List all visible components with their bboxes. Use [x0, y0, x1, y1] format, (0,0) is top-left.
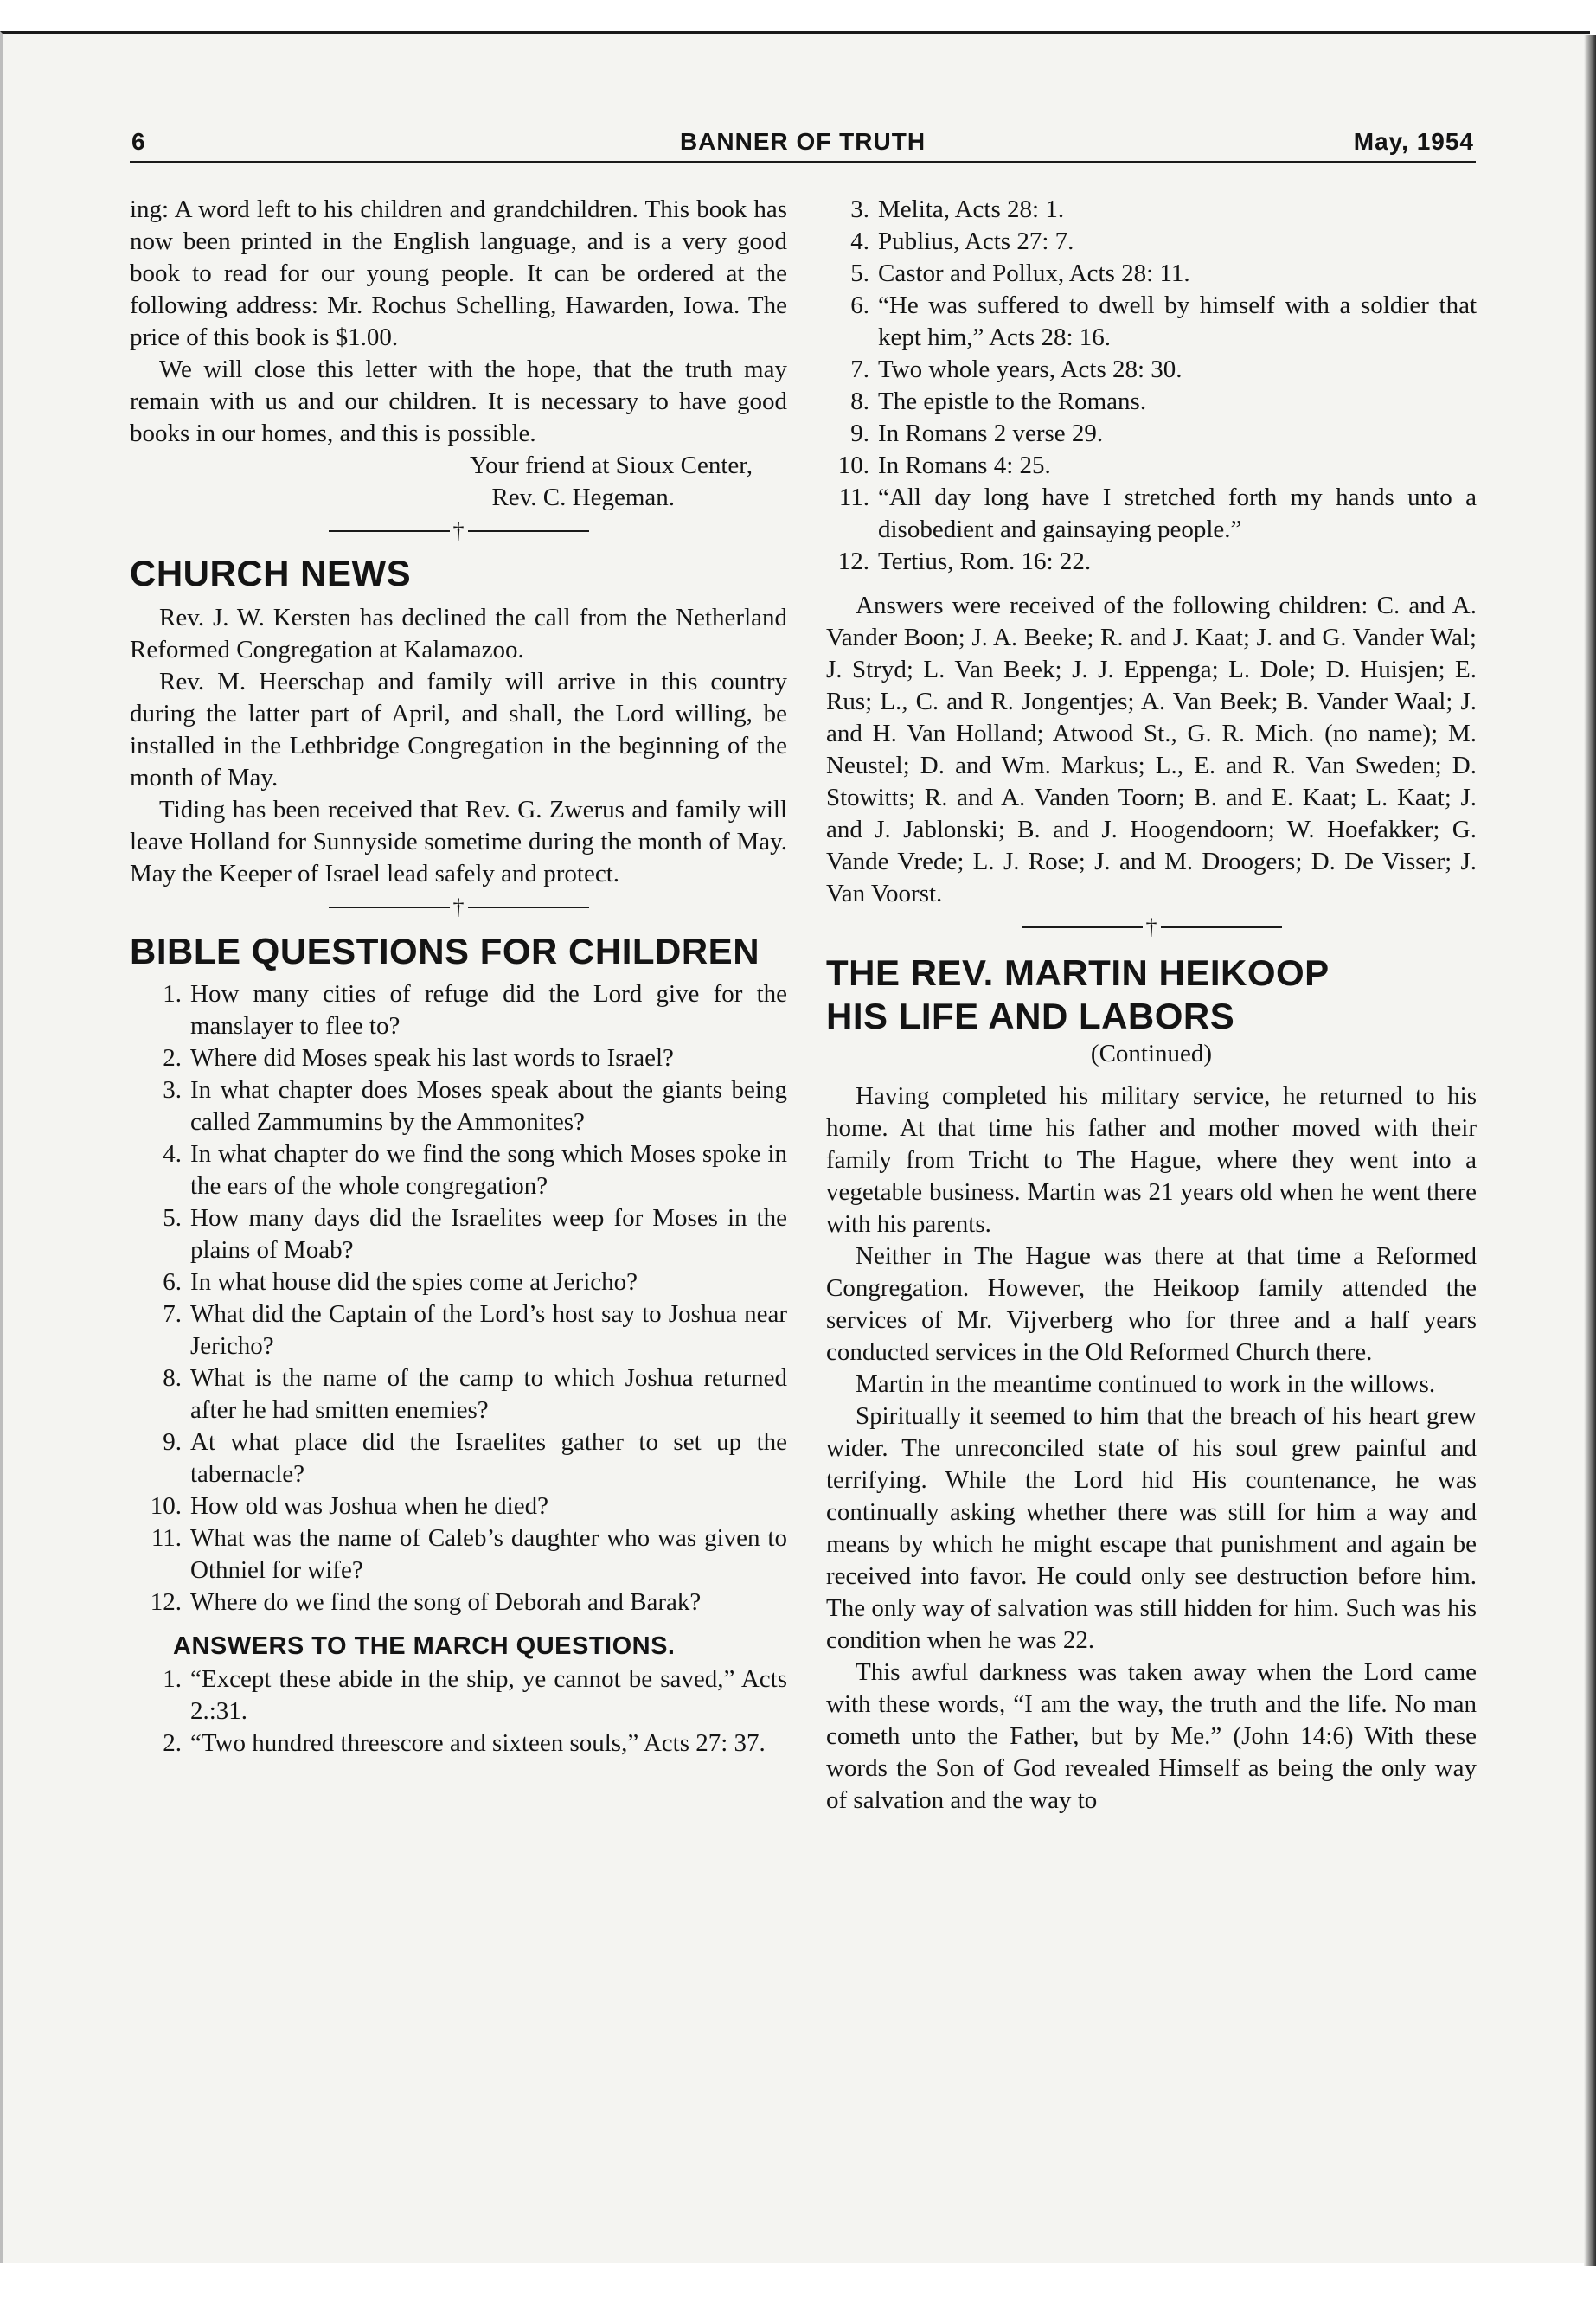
list-item: 9. At what place did the Israelites gather to set up the tabernacle?: [163, 1428, 787, 1488]
news-paragraph: Rev. J. W. Kersten has declined the call from the Netherland Reformed Congregation at Kalamazoo.: [130, 604, 787, 663]
publication-title: BANNER OF TRUTH: [679, 128, 926, 155]
answers-heading: ANSWERS TO THE MARCH QUESTIONS.: [173, 1632, 676, 1660]
article-paragraph: Martin in the meantime continued to work in the willows.: [856, 1370, 1436, 1398]
answers-received-paragraph: Answers were received of the following children: C. and A. Vander Boon; J. A. Beeke; R. and J. Kaat; J. and G. Vander Wal; J. Stryd; L. Van Beek; J. J. Eppenga; L. Dole; D. Huisjen; E. Rus; L., C. and R. Jongentjes; A. Van Beek; B. Vander Waal; J. and H. Van Holland; Atwood St., G. R. Mich. (no name); M. Neustel; D. and Wm. Markus; L., E. and R. Van Sweden; D. Stowitts; R. and A. Vanden Toorn; B. and E. Kaat; L. Kaat; J. and J. Jablonski; B. and J. Hoogendoorn; W. Hoefakker; G. Vande Vrede; L. J. Rose; J. and M. Droogers; D. De Visser; J. Van Voorst.: [826, 592, 1477, 907]
article-paragraph: Spiritually it seemed to him that the breach of his heart grew wider. The unreconciled state of his soul grew painful and terrifying. While the Lord hid His countenance, he was continually asking whether there was still for him a way and means by which he might escape that punishment and again be received into favor. He could only see destruction before him. The only way of salvation was still hidden for him. Such was his condition when he was 22.: [826, 1402, 1477, 1654]
list-item: 12. Where do we find the song of Deborah and Barak?: [150, 1588, 702, 1616]
article-paragraph: Neither in The Hague was there at that time a Reformed Congregation. However, the Heikoop family attended the services of Mr. Vijverberg who for three and a half years conducted services in the Old Reformed Church there.: [826, 1242, 1477, 1366]
section-separator: †: [826, 910, 1477, 945]
list-item: 7. What did the Captain of the Lord’s host say to Joshua near Jericho?: [163, 1300, 787, 1360]
continued-note: (Continued): [1090, 1040, 1213, 1067]
letter-signature: Rev. C. Hegeman.: [491, 484, 675, 511]
running-header: [130, 126, 1476, 163]
list-item: 9. In Romans 2 verse 29.: [850, 420, 1104, 447]
list-item: 4. In what chapter do we find the song which Moses spoke in the ears of the whole congregation?: [163, 1140, 787, 1200]
list-item: 1. How many cities of refuge did the Lord give for the manslayer to flee to?: [163, 980, 787, 1040]
answers-list-part2: [826, 194, 1477, 578]
answers-list-part1: [130, 1663, 787, 1759]
list-item: 8. The epistle to the Romans.: [850, 388, 1147, 415]
bible-questions-heading: BIBLE QUESTIONS FOR CHILDREN: [130, 931, 760, 971]
list-item: 6. “He was suffered to dwell by himself with a soldier that kept him,” Acts 28: 16.: [850, 292, 1477, 351]
list-item: 3. Melita, Acts 28: 1.: [850, 195, 1065, 223]
news-paragraph: Rev. M. Heerschap and family will arrive in this country during the latter part of April, and shall, the Lord willing, be installed in the Lethbridge Congregation in the beginning of the month of May.: [130, 668, 787, 792]
letter-paragraph: ing: A word left to his children and grandchildren. This book has now been printed in the English language, and is a very good book to read for our young people. It can be ordered at the following address: Mr. Rochus Schelling, Hawarden, Iowa. The price of this book is $1.00.: [130, 195, 787, 351]
list-item: 6. In what house did the spies come at Jericho?: [163, 1268, 638, 1296]
list-item: 10. How old was Joshua when he died?: [150, 1492, 548, 1520]
list-item: 12. Tertius, Rom. 16: 22.: [837, 548, 1092, 575]
list-item: 3. In what chapter does Moses speak about the giants being called Zammumins by the Ammonites?: [163, 1076, 787, 1136]
list-item: 11. What was the name of Caleb’s daughter who was given to Othniel for wife?: [151, 1524, 787, 1584]
list-item: 5. Castor and Pollux, Acts 28: 11.: [850, 260, 1190, 287]
section-separator: †: [130, 890, 787, 925]
issue-date: May, 1954: [1353, 128, 1474, 155]
list-item: 1. “Except these abide in the ship, ye cannot be saved,” Acts 2.:31.: [163, 1665, 787, 1725]
page-edge-shadow: [1584, 35, 1596, 2266]
page-number: 6: [131, 128, 146, 155]
news-paragraph: Tiding has been received that Rev. G. Zwerus and family will leave Holland for Sunnyside sometime during the month of May. May the Keeper of Israel lead safely and protect.: [130, 796, 787, 888]
list-item: 2. Where did Moses speak his last words to Israel?: [163, 1044, 674, 1072]
letter-signoff: Your friend at Sioux Center,: [470, 452, 753, 479]
church-news-heading: CHURCH NEWS: [130, 553, 412, 593]
article-title-line2: HIS LIFE AND LABORS: [826, 996, 1235, 1036]
list-item: 2. “Two hundred threescore and sixteen souls,” Acts 27: 37.: [163, 1729, 766, 1757]
letter-paragraph: We will close this letter with the hope, that the truth may remain with us and our children. It is necessary to have good books in our homes, and this is possible.: [130, 356, 787, 447]
list-item: 7. Two whole years, Acts 28: 30.: [850, 356, 1183, 383]
article-paragraph: This awful darkness was taken away when the Lord came with these words, “I am the way, the truth and the life. No man cometh unto the Father, but by Me.” (John 14:6) With these words the Son of God revealed Himself as being the only way of salvation and the way to: [826, 1658, 1477, 1814]
list-item: 5. How many days did the Israelites weep for Moses in the plains of Moab?: [163, 1204, 787, 1264]
article-paragraph: Having completed his military service, he returned to his home. At that time his father and mother moved with their family from Tricht to The Hague, where they went into a vegetable business. Martin was 21 years old when he went there with his parents.: [826, 1082, 1477, 1238]
right-column: [826, 194, 1477, 1817]
list-item: 8. What is the name of the camp to which Joshua returned after he had smitten enemies?: [163, 1364, 787, 1424]
left-column: [130, 194, 787, 1759]
list-item: 11. “All day long have I stretched forth my hands unto a disobedient and gainsaying people.”: [838, 484, 1477, 543]
section-separator: †: [130, 514, 787, 548]
bible-questions-list: [130, 978, 787, 1618]
list-item: 4. Publius, Acts 27: 7.: [850, 228, 1074, 255]
list-item: 10. In Romans 4: 25.: [837, 452, 1051, 479]
article-title-line1: THE REV. MARTIN HEIKOOP: [826, 952, 1330, 993]
